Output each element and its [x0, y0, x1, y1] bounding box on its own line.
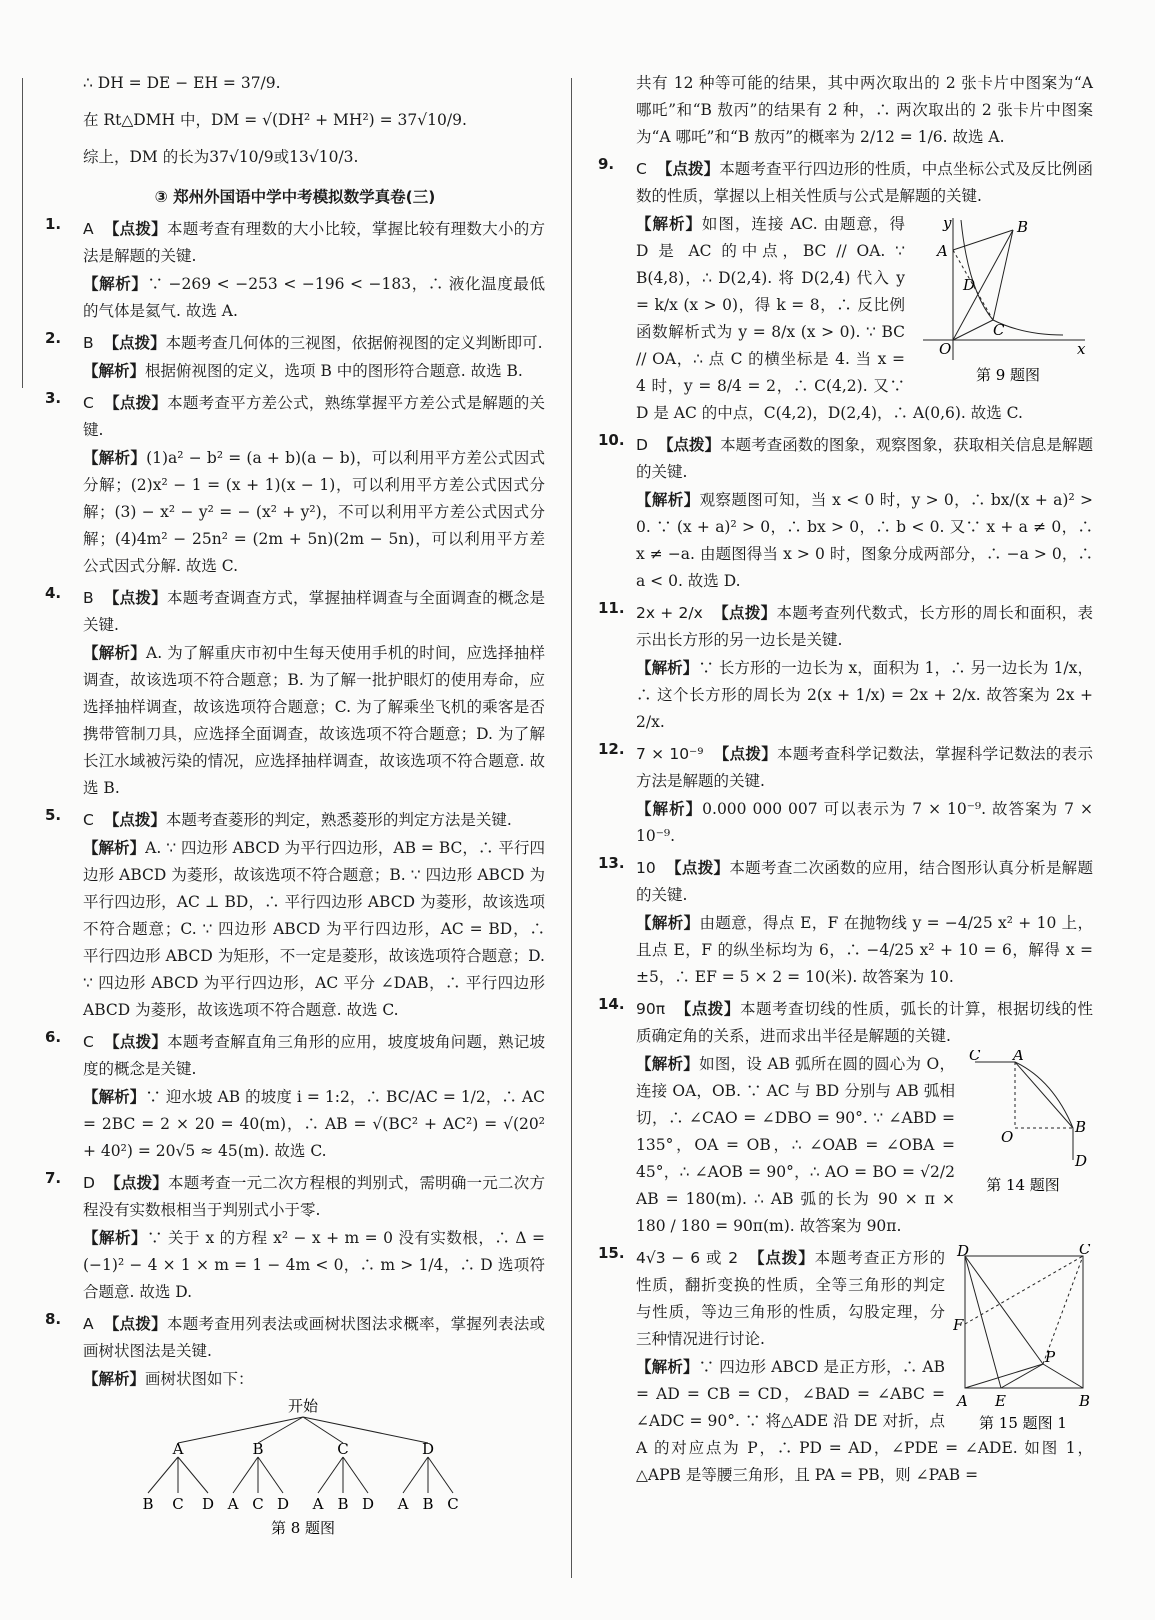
question-6 — [45, 1028, 545, 1165]
hint-text: 本题考查平方差公式，熟练掌握平方差公式是解题的关键. — [83, 394, 545, 439]
solution-text: ∵ 迎水坡 AB 的坡度 i = 1:2，∴ BC/AC = 1/2，∴ AC = 2BC = 2 × 20 = 40(m)，∴ AB = √(BC² + AC²) = √(20² + 40²) = 20√5 ≈ 45(m). 故选 C. — [83, 1088, 545, 1160]
hint-tag: 【点拨】 — [103, 1314, 167, 1333]
hint-tag: 【点拨】 — [712, 603, 777, 622]
answer: 7 × 10⁻⁹ — [636, 745, 704, 763]
answer: D — [636, 436, 648, 454]
hint-text: 本题考查用列表法或画树状图法求概率，掌握列表法或画树状图法是关键. — [83, 1315, 545, 1360]
question-number: 12. — [598, 740, 625, 758]
hint-tag: 【点拨】 — [103, 1032, 168, 1051]
continuation-text: 共有 12 种等可能的结果，其中两次取出的 2 张卡片中图案为“A 哪吒”和“B 敖丙”的结果有 2 种，∴ 两次取出的 2 张卡片中图案为“A 哪吒”和“B 敖丙”的概率为 2/12 = 1/6. 故选 A. — [636, 74, 1093, 146]
answer: A — [83, 1315, 94, 1333]
tree-root: 开始 — [287, 1397, 319, 1415]
right-column — [598, 70, 1093, 1489]
tree-node: B — [252, 1440, 264, 1458]
tree-leaf: B — [142, 1495, 154, 1513]
tree-node: C — [337, 1440, 349, 1458]
tree-leaf: C — [252, 1495, 264, 1513]
hint-text: 本题考查切线的性质，弧长的计算，根据切线的性质确定角的关系，进而求出半径是解题的关键. — [636, 1000, 1093, 1045]
solution-tag: 【解析】 — [83, 361, 146, 380]
answer: C — [83, 394, 94, 412]
tree-leaf: A — [397, 1495, 409, 1513]
solution-text: 如图，设 AB 弧所在圆的圆心为 O，连接 OA，OB. ∵ AC 与 BD 分别与 AB 弧相切，∴ ∠CAO = ∠DBO = 90°. ∵ ∠ABD = 135°，OA = OB，∴ ∠OAB = ∠OBA = 45°，∴ ∠AOB = 90°，∴ AO = BO = √2/2 AB = 180(m). ∴ AB 弧的长为 90 × π × 180 / 180 = 90π(m). 故答案为 90π. — [636, 1055, 955, 1235]
question-2 — [45, 329, 545, 385]
question-13 — [598, 854, 1093, 991]
fig-label: x — [1077, 340, 1086, 358]
question-number: 8. — [45, 1310, 62, 1328]
question-14 — [598, 995, 1093, 1240]
solution-tag: 【解析】 — [83, 1369, 146, 1388]
solution-tag: 【解析】 — [83, 274, 148, 293]
question-12 — [598, 740, 1093, 850]
question-number: 14. — [598, 995, 625, 1013]
tree-leaf: D — [201, 1495, 215, 1513]
hint-text: 本题考查一元二次方程根的判别式，需明确一元二次方程没有实数根相当于判别式小于零. — [83, 1174, 545, 1219]
hint-tag: 【点拨】 — [713, 744, 778, 763]
tree-leaf: C — [447, 1495, 459, 1513]
hint-text: 本题考查平行四边形的性质，中点坐标公式及反比例函数的性质，掌握以上相关性质与公式是解题的关键. — [636, 160, 1093, 205]
hint-tag: 【点拨】 — [657, 435, 721, 454]
hint-tag: 【点拨】 — [103, 810, 166, 829]
tree-leaf: D — [276, 1495, 290, 1513]
question-11 — [598, 599, 1093, 736]
fig-label: B — [1017, 218, 1029, 236]
answer: B — [83, 334, 94, 352]
line-summary: 综上，DM 的长为37√10/9或13√10/3. — [83, 148, 359, 166]
question-3 — [45, 389, 545, 580]
left-margin-rule — [22, 78, 23, 388]
hint-text: 本题考查列代数式，长方形的周长和面积，表示出长方形的另一边长是关键. — [636, 604, 1093, 649]
fig-label: A — [937, 242, 948, 260]
answer: 90π — [636, 1000, 666, 1018]
figure-caption: 第 14 题图 — [986, 1176, 1060, 1194]
hint-text: 本题考查几何体的三视图，依据俯视图的定义判断即可. — [165, 334, 543, 352]
hint-text: 本题考查科学记数法，掌握科学记数法的表示方法是解题的关键. — [636, 745, 1093, 790]
section-title: ③ 郑州外国语中学中考模拟数学真卷(三) — [154, 188, 436, 206]
tree-diagram — [45, 1393, 545, 1543]
solution-tag: 【解析】 — [83, 1087, 146, 1106]
fig-label: D — [1075, 1152, 1088, 1170]
hint-text: 本题考查正方形的性质，翻折变换的性质，全等三角形的判定与性质，等边三角形的性质，勾股定理，分三种情况进行讨论. — [636, 1249, 945, 1348]
solution-tag: 【解析】 — [636, 1054, 700, 1073]
solution-tag: 【解析】 — [83, 1228, 148, 1247]
question-number: 2. — [45, 329, 62, 347]
question-number: 13. — [598, 854, 625, 872]
tree-leaf: B — [337, 1495, 349, 1513]
fig-label: C — [993, 321, 1005, 339]
question-number: 10. — [598, 431, 625, 449]
tree-leaf: D — [361, 1495, 375, 1513]
figure-q14 — [963, 1050, 1093, 1200]
question-number: 15. — [598, 1244, 625, 1262]
answer: D — [83, 1174, 95, 1192]
question-15 — [598, 1244, 1093, 1489]
solution-tag: 【解析】 — [636, 658, 699, 677]
fig-label: O — [939, 340, 952, 358]
solution-tag: 【解析】 — [83, 838, 146, 857]
answer: C — [83, 1033, 94, 1051]
figure-caption: 第 15 题图 1 — [979, 1414, 1067, 1432]
hint-text: 本题考查函数的图象，观察图象，获取相关信息是解题的关键. — [636, 436, 1093, 481]
column-divider — [571, 78, 572, 1578]
answer: C — [83, 811, 94, 829]
hint-text: 本题考查二次函数的应用，结合图形认真分析是解题的关键. — [636, 859, 1093, 904]
solution-text: A. 为了解重庆市初中生每天使用手机的时间，应选择抽样调查，故该选项不符合题意；B. 为了解一批护眼灯的使用寿命，应选择抽样调查，故该选项符合题意；C. 为了解乘坐飞机的乘客是否携带管制刀具，应选择全面调查，故该选项不符合题意；D. 为了解长江水域被污染的情况，应选择抽样调查，故该选项不符合题意. 故选 B. — [83, 644, 545, 797]
solution-tag: 【解析】 — [636, 799, 703, 818]
question-9 — [598, 155, 1093, 427]
fig-label: D — [963, 276, 976, 294]
solution-tag: 【解析】 — [636, 214, 702, 233]
question-number: 7. — [45, 1169, 62, 1187]
question-5 — [45, 806, 545, 1024]
solution-text: 如图，连接 AC. 由题意，得 D 是 AC 的中点，BC // OA. ∵ B(4,8)，∴ D(2,4). 将 D(2,4) 代入 y = k/x (x > 0)，得 k = 8，∴ 反比例函数解析式为 y = 8/x (x > 0). ∵ BC // OA，∴ 点 C 的横坐标是 4. 当 x = 4 时，y = 8/4 = 2，∴ C(4,2). 又∵ D 是 AC 的中点，C(4,2)，D(2,4)，∴ A(0,6). 故选 C. — [636, 215, 1023, 422]
fig-label: O — [1001, 1128, 1014, 1146]
solution-text: (1)a² − b² = (a + b)(a − b)，可以利用平方差公式因式分解；(2)x² − 1 = (x + 1)(x − 1)，可以利用平方差公式因式分解；(3) − x² − y² = − (x² + y²)，不可以利用平方差公式因式分解；(4)4m² − 25n² = (2m + 5n)(2m − 5n)，可以利用平方差公式因式分解. 故选 C. — [83, 449, 545, 575]
solution-tag: 【解析】 — [83, 448, 147, 467]
solution-text: 根据俯视图的定义，选项 B 中的图形符合题意. 故选 B. — [145, 362, 523, 380]
question-number: 6. — [45, 1028, 62, 1046]
fig-label: P — [1045, 1348, 1056, 1366]
hint-text: 本题考查菱形的判定，熟悉菱形的判定方法是关键. — [165, 811, 512, 829]
question-10 — [598, 431, 1093, 595]
solution-tag: 【解析】 — [636, 490, 700, 509]
hint-tag: 【点拨】 — [104, 1173, 169, 1192]
fig-label: F — [953, 1316, 964, 1334]
fig-label: A — [957, 1392, 968, 1410]
answer: A — [83, 220, 94, 238]
solution-text: 0.000 000 007 可以表示为 7 × 10⁻⁹. 故答案为 7 × 10⁻⁹. — [636, 800, 1093, 845]
tree-node: A — [172, 1440, 184, 1458]
hint-tag: 【点拨】 — [103, 333, 166, 352]
fig-label: C — [1079, 1244, 1091, 1258]
solution-text: ∵ 长方形的一边长为 x，面积为 1，∴ 另一边长为 1/x，∴ 这个长方形的周长为 2(x + 1/x) = 2x + 2/x. 故答案为 2x + 2/x. — [636, 659, 1093, 731]
tree-leaf: B — [422, 1495, 434, 1513]
answer: 2x + 2/x — [636, 604, 703, 622]
question-number: 4. — [45, 584, 62, 602]
solution-text: ∵ 四边形 ABCD 是正方形，∴ AB = AD = CB = CD，∠BAD = ∠ABC = ∠ADC = 90°. ∵ 将△ADE 沿 DE 对折，点 A 的对应点为 P，∴ PD = AD，∠PDE = ∠ADE. 如图 1，△APB 是等腰三角形，且 PA = PB，则 ∠PAB = — [636, 1358, 1093, 1484]
hint-text: 本题考查有理数的大小比较，掌握比较有理数大小的方法是解题的关键. — [83, 220, 545, 265]
fig-label: D — [957, 1244, 970, 1260]
fig-label: B — [1075, 1118, 1087, 1136]
question-8 — [45, 1310, 545, 1393]
solution-text: 画树状图如下： — [145, 1370, 254, 1388]
question-number: 9. — [598, 155, 615, 173]
solution-text: A. ∵ 四边形 ABCD 为平行四边形，AB = BC，∴ 平行四边形 ABCD 为菱形，故该选项不符合题意；B. ∵ 四边形 ABCD 为平行四边形，AC ⊥ BD，∴ 平行四边形 ABCD 为菱形，故该选项不符合题意；C. ∵ 四边形 ABCD 为平行四边形，AC = BD，∴ 平行四边形 ABCD 为矩形，不一定是菱形，故该选项符合题意；D. ∵ 四边形 ABCD 为平行四边形，AC 平分 ∠DAB，∴ 平行四边形 ABCD 为菱形，故该选项不符合题意. 故选 C. — [83, 839, 545, 1019]
solution-text: ∵ 关于 x 的方程 x² − x + m = 0 没有实数根，∴ Δ = (−1)² − 4 × 1 × m = 1 − 4m < 0，∴ m > 1/4，∴ D 选项符合题意. 故选 D. — [83, 1229, 545, 1301]
fig-label: C — [969, 1050, 981, 1064]
solution-tag: 【解析】 — [636, 913, 700, 932]
solution-text: ∵ −269 < −253 < −196 < −183，∴ 液化温度最低的气体是氦气. 故选 A. — [83, 275, 545, 320]
fig-label: B — [1079, 1392, 1091, 1410]
question-4 — [45, 584, 545, 802]
hint-tag: 【点拨】 — [103, 219, 167, 238]
answer: C — [636, 160, 647, 178]
hint-tag: 【点拨】 — [656, 159, 720, 178]
solution-text: 观察题图可知，当 x < 0 时，y > 0，∴ bx/(x + a)² > 0. ∵ (x + a)² > 0，∴ bx > 0，∴ b < 0. 又∵ x + a ≠ 0，∴ x ≠ −a. 由题图得当 x > 0 时，图象分成两部分，∴ −a > 0，∴ a < 0. 故选 D. — [636, 491, 1093, 590]
figure-caption: 第 8 题图 — [270, 1519, 336, 1537]
left-column — [45, 70, 545, 1543]
fig-label: y — [943, 214, 952, 232]
answer: 4√3 − 6 或 2 — [636, 1249, 739, 1267]
solution-tag: 【解析】 — [636, 1357, 699, 1376]
answer: 10 — [636, 859, 656, 877]
hint-tag: 【点拨】 — [665, 858, 730, 877]
hint-tag: 【点拨】 — [675, 999, 740, 1018]
tree-leaf: A — [312, 1495, 324, 1513]
tree-leaf: A — [227, 1495, 239, 1513]
figure-q15 — [953, 1244, 1093, 1434]
question-number: 11. — [598, 599, 625, 617]
question-7 — [45, 1169, 545, 1306]
figure-caption: 第 9 题图 — [975, 366, 1041, 384]
answer: B — [83, 589, 94, 607]
fig-label: E — [995, 1392, 1006, 1410]
question-number: 5. — [45, 806, 62, 824]
figure-q9 — [913, 210, 1093, 390]
solution-tag: 【解析】 — [83, 643, 146, 662]
solution-text: 由题意，得点 E，F 在抛物线 y = −4/25 x² + 10 上，且点 E，F 的纵坐标均为 6，∴ −4/25 x² + 10 = 6，解得 x = ±5，∴ EF = 5 × 2 = 10(米). 故答案为 10. — [636, 914, 1093, 986]
hint-tag: 【点拨】 — [103, 588, 167, 607]
fig-label: A — [1013, 1050, 1024, 1064]
tree-leaf: C — [172, 1495, 184, 1513]
line-dh: ∴ DH = DE − EH = 37/9. — [83, 74, 281, 92]
question-number: 3. — [45, 389, 62, 407]
question-1 — [45, 215, 545, 325]
question-number: 1. — [45, 215, 62, 233]
hint-tag: 【点拨】 — [748, 1248, 815, 1267]
hint-text: 本题考查调查方式，掌握抽样调查与全面调查的概念是关键. — [83, 589, 545, 634]
line-dm: 在 Rt△DMH 中，DM = √(DH² + MH²) = 37√10/9. — [83, 111, 467, 129]
tree-node: D — [421, 1440, 435, 1458]
hint-text: 本题考查解直角三角形的应用，坡度坡角问题，熟记坡度的概念是关键. — [83, 1033, 545, 1078]
hint-tag: 【点拨】 — [103, 393, 168, 412]
